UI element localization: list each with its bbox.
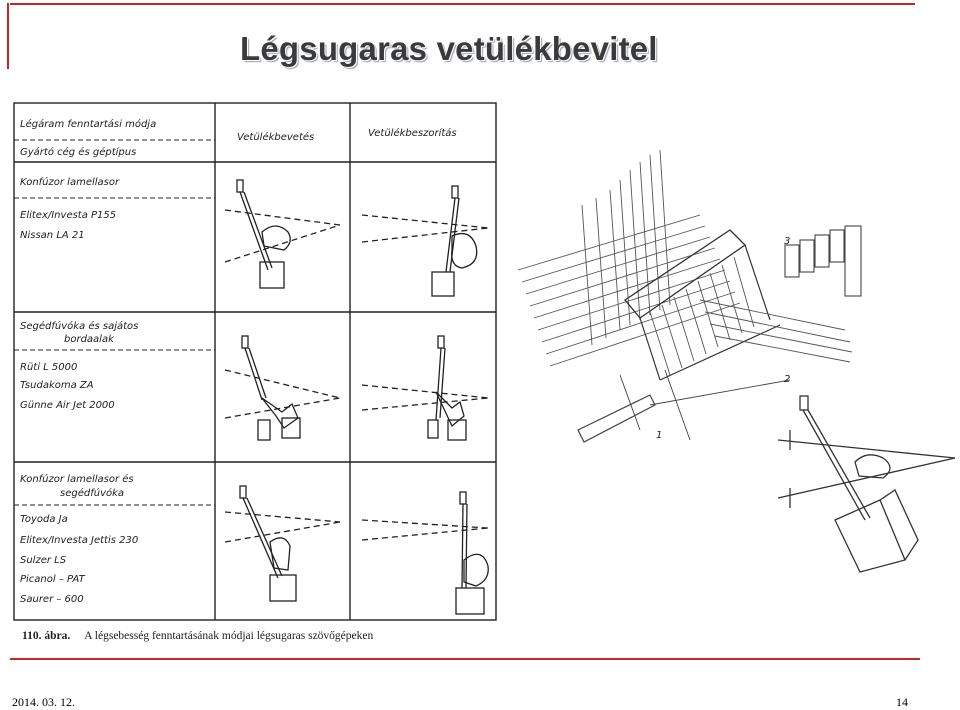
- nozzle-sketch-r3c2: [362, 492, 488, 614]
- footer-date: 2014. 03. 12.: [12, 695, 75, 709]
- nozzle-sketch-r1c1: [225, 180, 340, 288]
- confusor-blocks: [785, 226, 861, 296]
- caption-text: A légsebesség fenntartásának módjai légsugaras szövőgépeken: [84, 630, 374, 642]
- slide-title: Légsugaras vetülékbevitel: [240, 30, 658, 67]
- drawing-label-1: 1: [656, 430, 663, 441]
- fabric-lines: [700, 300, 852, 362]
- section-3-heading-cont: segédfúvóka: [60, 488, 125, 499]
- section-2-machine: Günne Air Jet 2000: [20, 400, 115, 411]
- caption-number: 110. ábra.: [22, 630, 71, 642]
- reed-dents: [582, 150, 670, 345]
- cell-sketches: [225, 180, 488, 614]
- section-1-machine: Elitex/Investa P155: [20, 210, 117, 221]
- main-nozzle: [578, 395, 655, 442]
- bottom-accent-line: [10, 658, 920, 660]
- column-header-insertion: Vetülékbevetés: [237, 132, 315, 143]
- warp-threads: [518, 215, 740, 366]
- figure-caption: [22, 630, 373, 642]
- nozzle-sketch-r2c2: [362, 336, 488, 440]
- column-header-beat-up: Vetülékbeszorítás: [368, 128, 457, 139]
- section-2-machine: Tsudakoma ZA: [20, 380, 94, 391]
- page-number: 14: [896, 695, 908, 709]
- nozzle-sketch-r2c1: [225, 336, 340, 440]
- nozzle-sketch-r3c1: [225, 486, 340, 601]
- header-manufacturer: Gyártó cég és géptípus: [20, 147, 137, 158]
- reed-frame: [625, 230, 745, 318]
- header-airflow-method: Légáram fenntartási módja: [20, 119, 157, 130]
- nozzle-detail-sketch: [778, 396, 955, 572]
- drawing-label-2: 2: [784, 374, 791, 385]
- section-2-heading: Segédfúvóka és sajátos: [20, 321, 139, 332]
- drawing-label-3: 3: [784, 236, 791, 247]
- nozzle-sketch-r1c2: [362, 186, 488, 296]
- section-1-machine: Nissan LA 21: [20, 230, 85, 241]
- section-2-machine: Rüti L 5000: [20, 362, 78, 373]
- section-2-heading-cont: bordaalak: [64, 334, 114, 345]
- loom-reed-drawing: [518, 150, 861, 442]
- section-3-machine: Picanol – PAT: [20, 574, 85, 585]
- section-3-machine: Elitex/Investa Jettis 230: [20, 535, 139, 546]
- section-3-heading: Konfúzor lamellasor és: [20, 474, 134, 485]
- section-3-machine: Toyoda Ja: [20, 514, 68, 525]
- section-1-heading: Konfúzor lamellasor: [20, 177, 120, 188]
- section-3-machine: Saurer – 600: [20, 594, 84, 605]
- section-3-machine: Sulzer LS: [20, 555, 67, 566]
